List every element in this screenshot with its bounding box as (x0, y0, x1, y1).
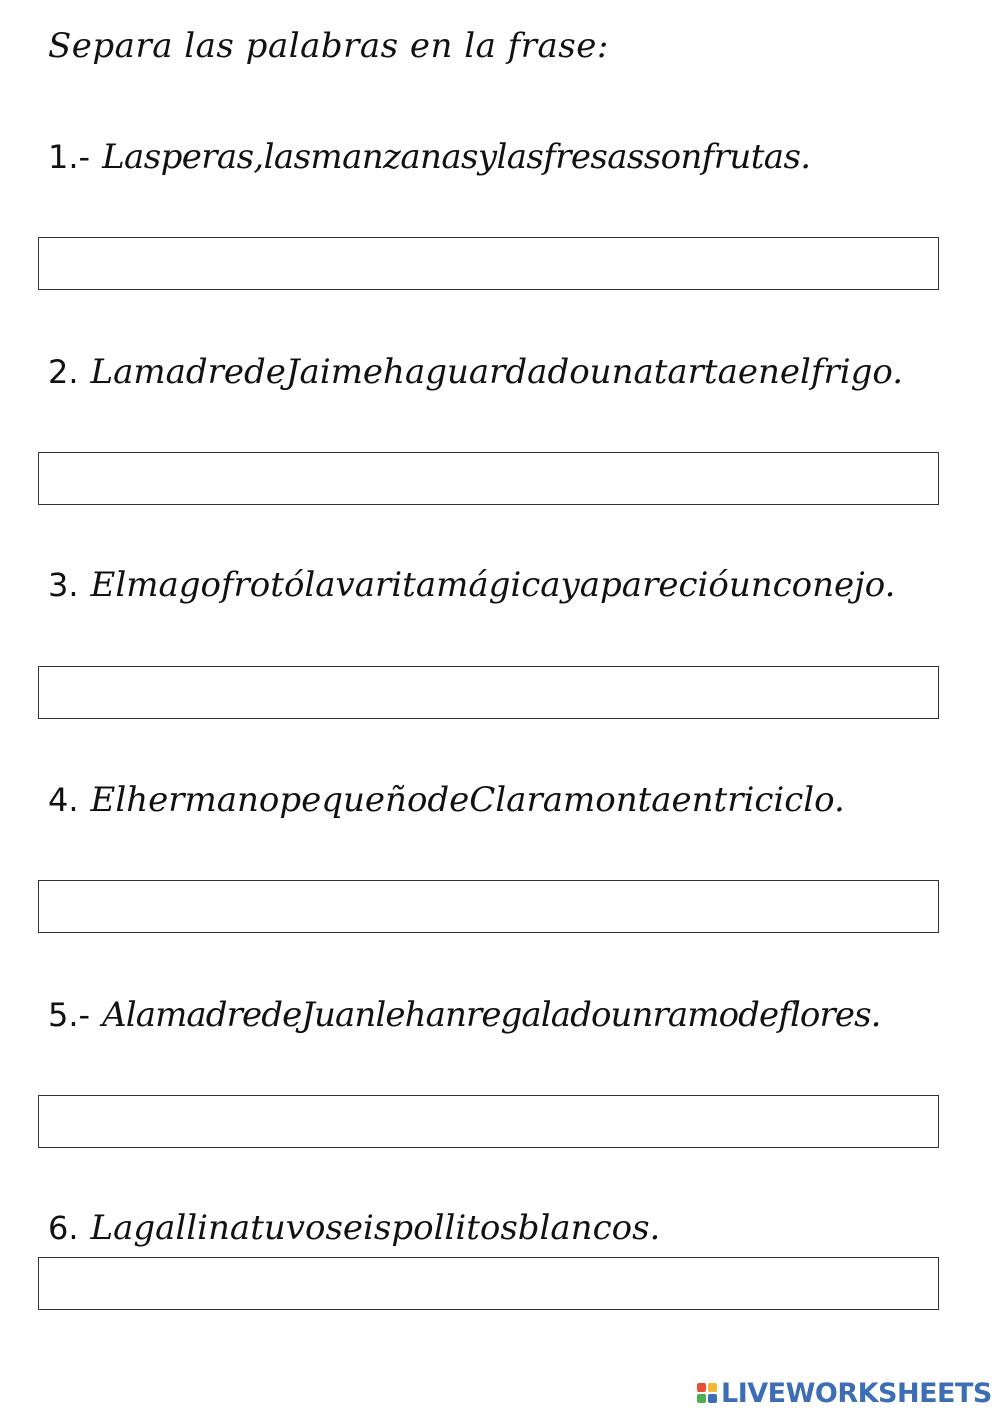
liveworksheets-logo-icon (697, 1383, 717, 1403)
exercise-5-text: AlamadredeJuanlehanregaladounramodeflores. (102, 995, 881, 1035)
logo-square-green (697, 1394, 706, 1403)
logo-square-blue (708, 1394, 717, 1403)
logo-square-yellow (708, 1383, 717, 1392)
instruction-title: Separa las palabras en la frase: (48, 26, 609, 66)
exercise-2-number: 2. (48, 353, 79, 391)
exercise-3-sentence (48, 565, 896, 605)
exercise-2-answer-input[interactable] (38, 452, 939, 505)
exercise-1-text: Lasperas,lasmanzanasylasfresassonfrutas. (102, 137, 811, 177)
exercise-6-answer-input[interactable] (38, 1257, 939, 1310)
exercise-1-sentence (48, 137, 811, 177)
exercise-6-number: 6. (48, 1209, 79, 1247)
exercise-2-text: LamadredeJaimehaguardadounatartaenelfrigo. (90, 352, 904, 392)
exercise-3-answer-input[interactable] (38, 666, 939, 719)
liveworksheets-logo[interactable] (697, 1376, 992, 1410)
exercise-6-text: Lagallinatuvoseispollitosblancos. (90, 1208, 661, 1248)
logo-text: LIVEWORKSHEETS (721, 1377, 992, 1409)
exercise-5-answer-input[interactable] (38, 1095, 939, 1148)
exercise-5-sentence (48, 995, 881, 1035)
exercise-3-number: 3. (48, 566, 79, 604)
exercise-4-answer-input[interactable] (38, 880, 939, 933)
exercise-5-number: 5.- (48, 996, 91, 1034)
exercise-4-text: ElhermanopequeñodeClaramontaentriciclo. (90, 780, 845, 820)
logo-square-red (697, 1383, 706, 1392)
exercise-1-answer-input[interactable] (38, 237, 939, 290)
exercise-4-number: 4. (48, 781, 79, 819)
exercise-4-sentence (48, 780, 845, 820)
exercise-6-sentence (48, 1208, 661, 1248)
exercise-2-sentence (48, 352, 904, 392)
exercise-3-text: Elmagofrotólavaritamágicayaparecióunconejo. (90, 565, 896, 605)
exercise-1-number: 1.- (48, 138, 91, 176)
